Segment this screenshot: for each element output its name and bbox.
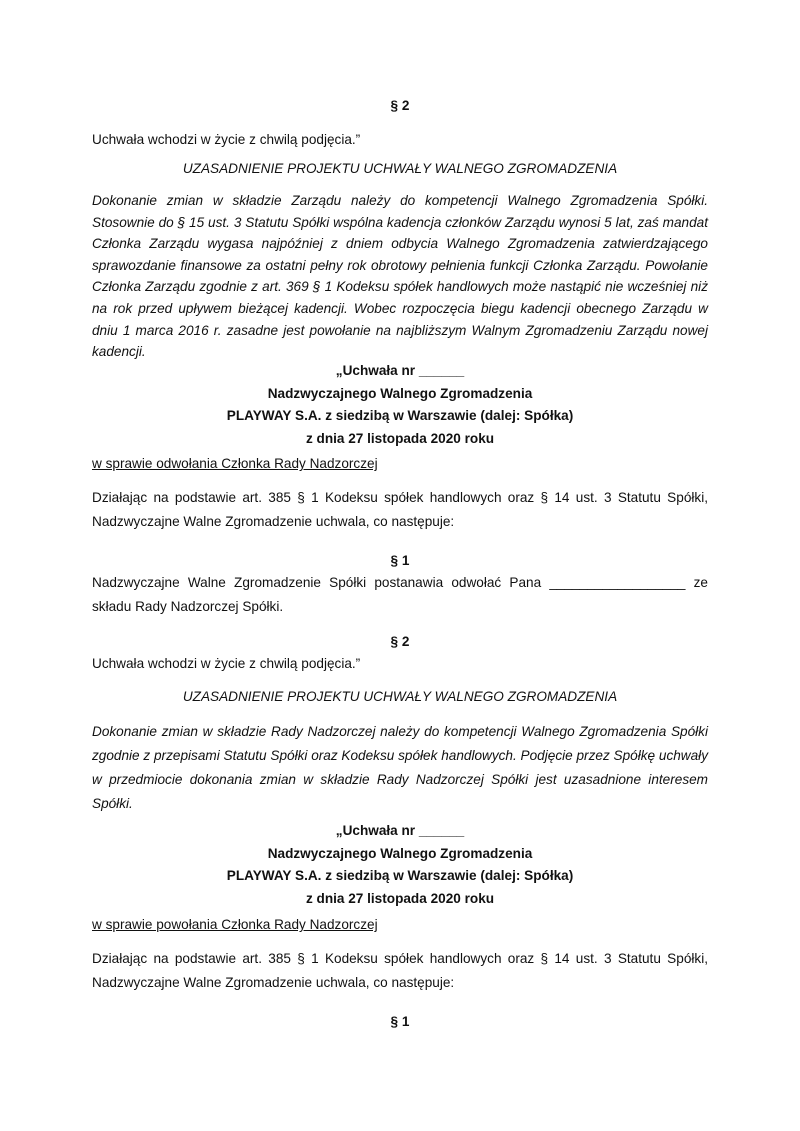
resolution-preamble: Działając na podstawie art. 385 § 1 Kodeksu spółek handlowych oraz § 14 ust. 3 Statutu Spółki, Nadzwyczajne Walne Zgromadzenie uchwala, co następuje:	[92, 490, 708, 529]
section-heading: § 2	[390, 98, 410, 113]
resolution-number: „Uchwała nr ______	[335, 823, 465, 838]
justification-text: Dokonanie zmian w składzie Zarządu należy do kompetencji Walnego Zgromadzenia Spółki. Stosownie do § 15 ust. 3 Statutu Spółki wspólna kadencja członków Zarządu wynosi 5 lat, zaś mandat Członka Zarządu wygasa najpóźniej z dniem odbycia Walnego Zgromadzenia zatwierdzającego sprawozdanie finansowe za ostatni pełny rok obrotowy pełnienia funkcji Członka Zarządu. Powołanie Członka Zarządu zgodnie z art. 369 § 1 Kodeksu spółek handlowych może nastąpić nie wcześniej niż na rok przed upływem bieżącej kadencji. Wobec rozpoczęcia biegu kadencji obecnego Zarządu w dniu 1 marca 2016 r. zasadne jest powołanie na najbliższym Walnym Zgromadzeniu Zarządu nowej kadencji.	[92, 193, 708, 360]
resolution-subject: w sprawie odwołania Członka Rady Nadzorczej	[92, 456, 378, 471]
section-heading: § 1	[390, 553, 410, 568]
resolution-subject: w sprawie powołania Członka Rady Nadzorczej	[92, 917, 378, 932]
section-text: Nadzwyczajne Walne Zgromadzenie Spółki postanawia odwołać Pana __________________ ze składu Rady Nadzorczej Spółki.	[92, 575, 708, 614]
justification-heading: UZASADNIENIE PROJEKTU UCHWAŁY WALNEGO ZGROMADZENIA	[182, 689, 618, 704]
section-text: Uchwała wchodzi w życie z chwilą podjęcia.”	[92, 656, 361, 671]
section-text: Uchwała wchodzi w życie z chwilą podjęcia.”	[92, 132, 361, 147]
company-name: PLAYWAY S.A. z siedzibą w Warszawie (dalej: Spółka)	[226, 408, 574, 423]
resolution-number: „Uchwała nr ______	[335, 363, 465, 378]
justification-text: Dokonanie zmian w składzie Rady Nadzorczej należy do kompetencji Walnego Zgromadzenia Spółki zgodnie z przepisami Statutu Spółki oraz Kodeksu spółek handlowych. Podjęcie przez Spółkę uchwały w przedmiocie dokonania zmian w składzie Rady Nadzorczej Spółki jest uzasadnione interesem Spółki.	[92, 724, 708, 811]
resolution-date: z dnia 27 listopada 2020 roku	[305, 890, 495, 906]
assembly-name: Nadzwyczajnego Walnego Zgromadzenia	[267, 385, 533, 401]
justification-heading: UZASADNIENIE PROJEKTU UCHWAŁY WALNEGO ZGROMADZENIA	[182, 161, 618, 176]
resolution-date: z dnia 27 listopada 2020 roku	[305, 430, 495, 446]
resolution-preamble: Działając na podstawie art. 385 § 1 Kodeksu spółek handlowych oraz § 14 ust. 3 Statutu Spółki, Nadzwyczajne Walne Zgromadzenie uchwala, co następuje:	[92, 951, 708, 990]
section-heading: § 1	[390, 1014, 410, 1029]
company-name: PLAYWAY S.A. z siedzibą w Warszawie (dalej: Spółka)	[226, 868, 574, 883]
resolution-title	[92, 820, 708, 910]
resolution-title	[92, 360, 708, 450]
assembly-name: Nadzwyczajnego Walnego Zgromadzenia	[267, 845, 533, 861]
section-heading: § 2	[390, 634, 410, 649]
